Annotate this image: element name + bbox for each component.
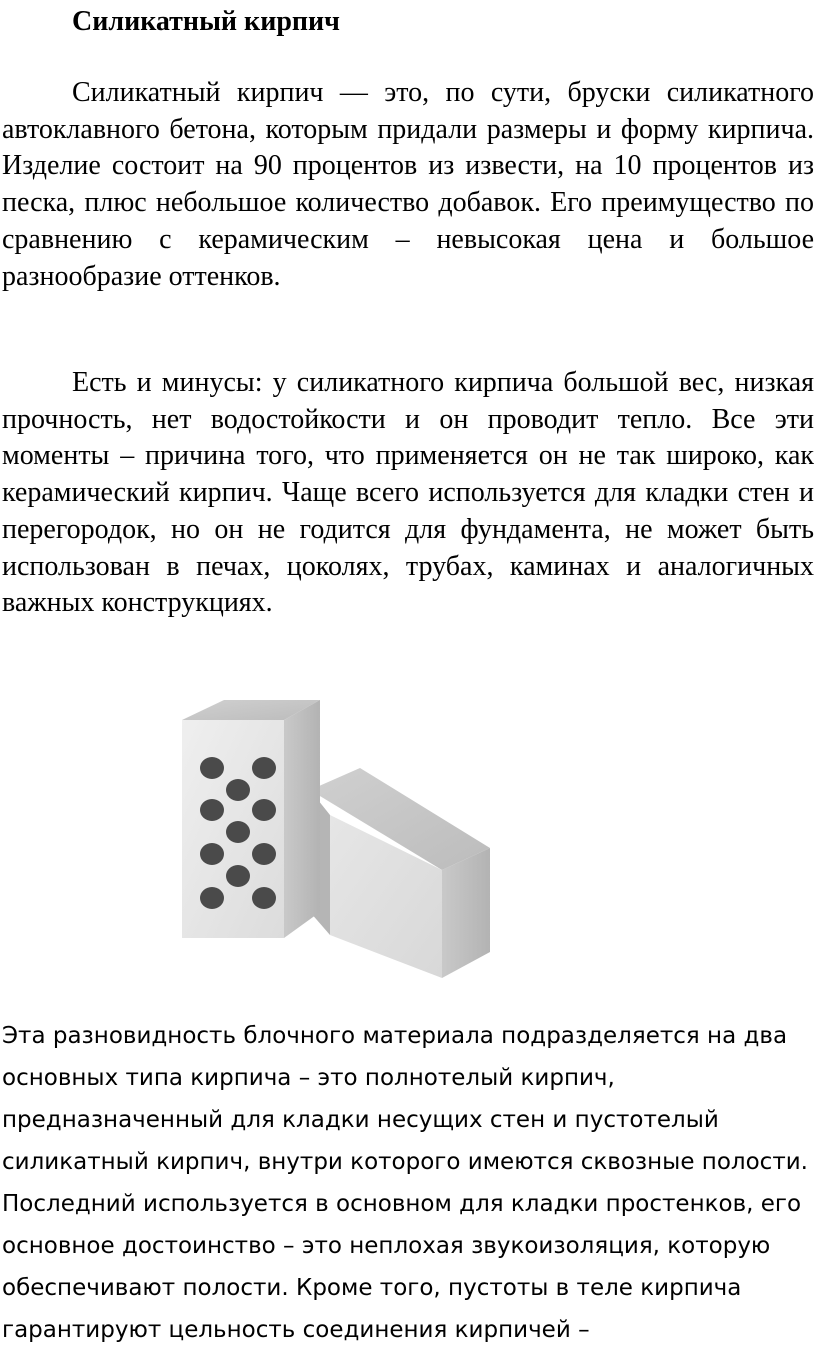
paragraph-definition: Силикатный кирпич — это, по сути, бруски силикатного автоклавного бетона, которым придали размеры и форму кирпича. Изделие состоит на 90 процентов из извести, на 10 процентов из песка, плюс небольшое количество добавок. Его преимущество по сравнению с керамическим – невысокая цена и большое разнообразие оттенков. [2,77,814,292]
document-title: Силикатный кирпич [72,6,340,37]
paragraph-drawbacks: Есть и минусы: у силикатного кирпича большой вес, низкая прочность, нет водостойкости и он проводит тепло. Все эти моменты – причина того, что применяется он не так широко, как керамический кирпич. Чаще всего используется для кладки стен и перегородок, но он не годится для фундамента, не может быть использован в печах, цоколях, трубах, каминах и аналогичных важных конструкциях. [2,367,814,619]
hollow-brick [182,700,320,938]
paragraph-brick-types: Эта разновидность блочного материала подразделяется на два основных типа кирпича – это полнотелый кирпич, предназначенный для кладки несущих стен и пустотелый силикатный кирпич, внутри которого имеются сквозные полости. Последний используется в основном для кладки простенков, его основное достоинство – это неплохая звукоизоляция, которую обеспечивают полости. Кроме того, пустоты в теле кирпича гарантируют цельность соединения кирпичей – [2,1023,808,1343]
silicate-bricks-image [172,690,502,990]
solid-brick [310,768,490,978]
